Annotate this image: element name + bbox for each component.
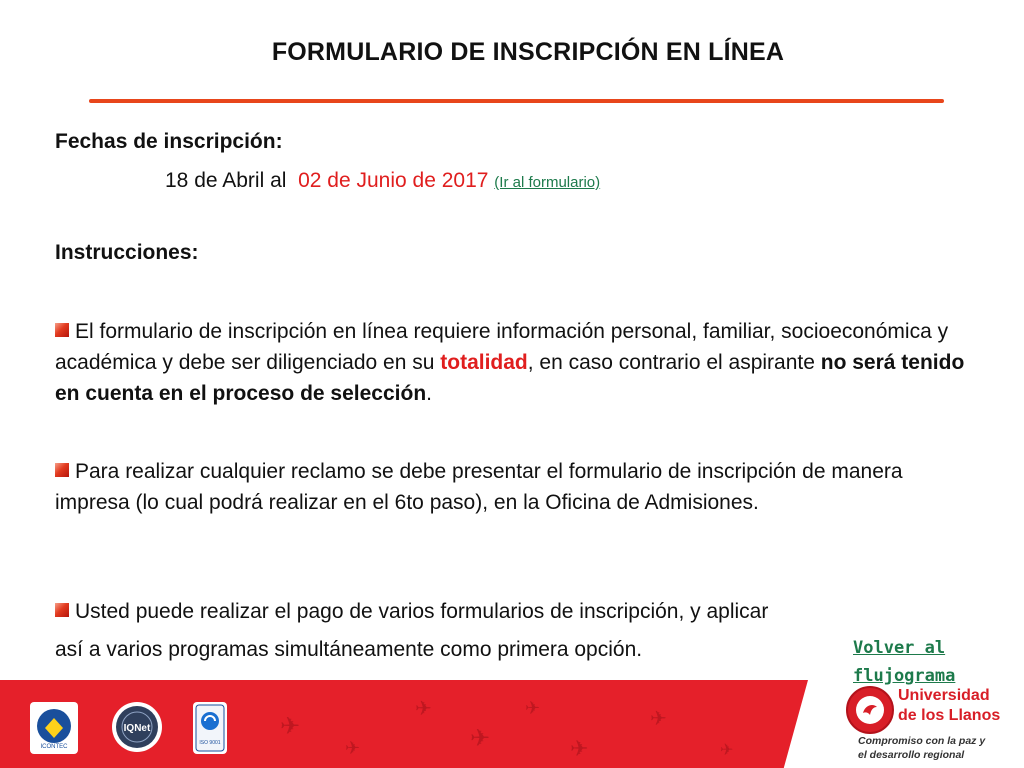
bird-icon: ✈ <box>280 713 301 740</box>
form-link[interactable]: (Ir al formulario) <box>494 174 601 191</box>
bird-icon: ✈ <box>525 698 541 718</box>
bullet-icon <box>55 463 69 477</box>
bird-icon: ✈ <box>650 708 667 730</box>
university-motto: Compromiso con la paz y el desarrollo regional <box>858 735 986 761</box>
instructions-label: Instrucciones: <box>55 241 199 264</box>
svg-text:ICONTEC: ICONTEC <box>40 744 68 750</box>
emphasis-warning: no será tenido en cuenta en el proceso de selección <box>55 351 965 405</box>
dates-end: 02 de Junio de 2017 <box>298 169 489 192</box>
instruction-paragraph-1: El formulario de inscripción en línea requiere información personal, familiar, socioeconómica y académica y debe ser diligenciado en su totalidad, en caso contrario el aspirante no será tenido en cuenta en el proceso de selección. <box>55 320 965 405</box>
bullet-icon <box>55 323 69 337</box>
instruction-paragraph-3: Usted puede realizar el pago de varios formularios de inscripción, y aplicar <box>55 596 975 627</box>
bullet-icon <box>55 603 69 617</box>
dates-line <box>165 169 600 193</box>
bird-icon: ✈ <box>570 736 589 761</box>
instruction-paragraph-2: Para realizar cualquier reclamo se debe presentar el formulario de inscripción de manera impresa (lo cual podrá realizar en el 6to paso), en la Oficina de Admisiones. <box>55 460 903 514</box>
bird-icon: ✈ <box>345 738 361 758</box>
iqnet-cert-logo <box>112 702 162 752</box>
title-underline <box>89 99 944 103</box>
university-seal-icon <box>846 686 894 734</box>
icontec-cert-logo <box>30 702 78 754</box>
page-title: FORMULARIO DE INSCRIPCIÓN EN LÍNEA <box>271 38 785 66</box>
svg-text:ISO 9001: ISO 9001 <box>199 740 221 746</box>
bird-icon: ✈ <box>720 742 734 759</box>
dates-start: 18 de Abril al <box>165 169 287 192</box>
iso-cert-logo <box>193 702 227 754</box>
instruction-paragraph-3-cont: así a varios programas simultáneamente como primera opción. <box>55 638 643 661</box>
back-to-flowchart-link[interactable]: Volver al flujograma <box>853 638 956 686</box>
university-name: Universidad de los Llanos <box>898 687 1001 724</box>
bird-icon: ✈ <box>470 725 491 752</box>
dates-label: Fechas de inscripción: <box>55 130 283 153</box>
bird-icon: ✈ <box>415 698 432 720</box>
svg-text:IQNet: IQNet <box>123 723 151 734</box>
university-logo <box>838 680 1024 768</box>
emphasis-totalidad: totalidad <box>440 351 528 374</box>
